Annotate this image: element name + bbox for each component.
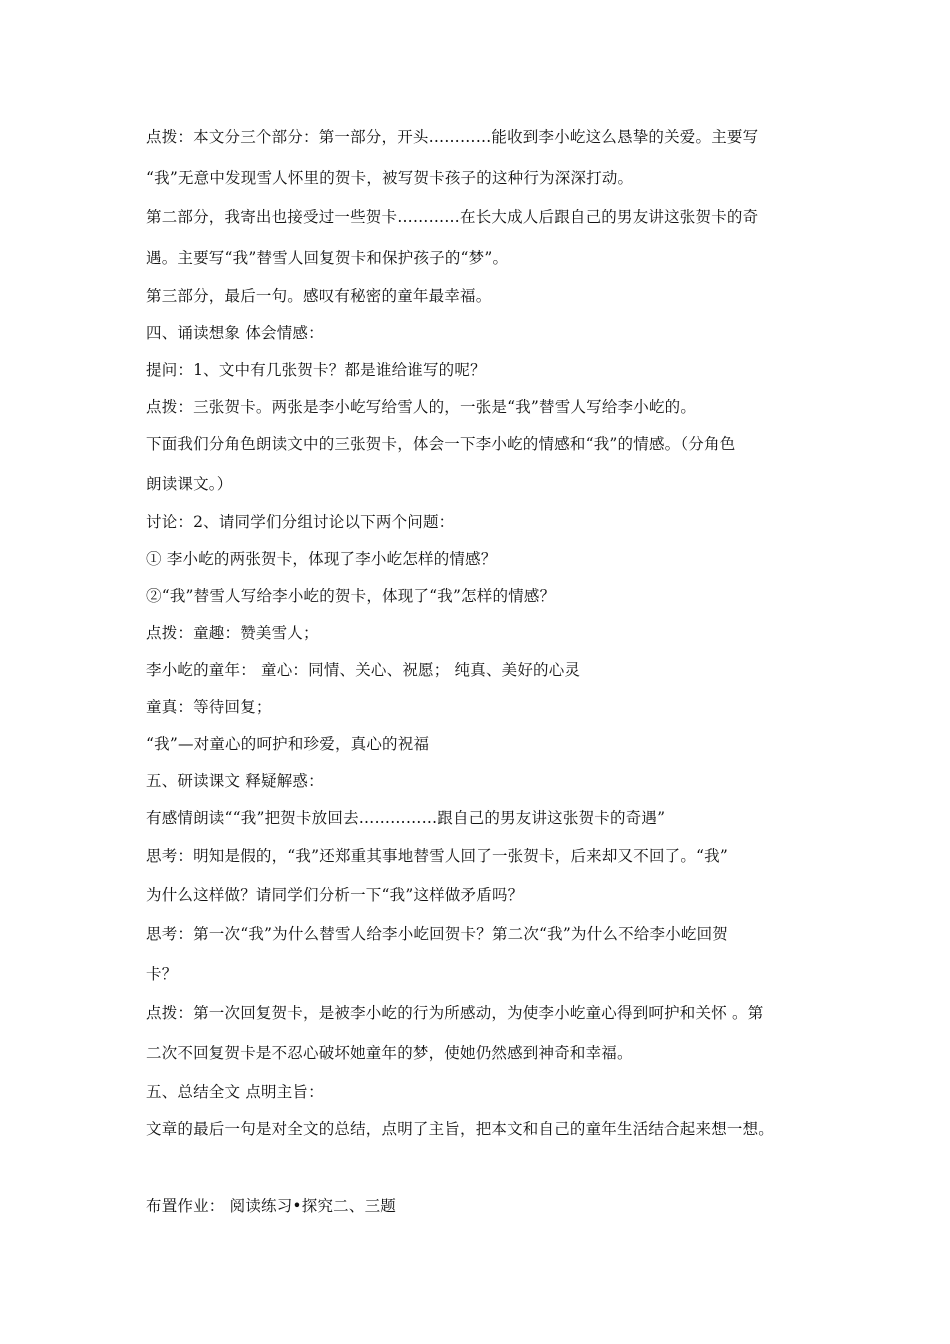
text-line: 文章的最后一句是对全文的总结，点明了主旨，把本文和自己的童年生活结合起来想一想。 xyxy=(146,1120,775,1138)
text-line: 第二部分，我寄出也接受过一些贺卡…………在长大成人后跟自己的男友讲这张贺卡的奇 xyxy=(146,208,759,226)
text-line: 点拨：第一次回复贺卡，是被李小屹的行为所感动，为使李小屹童心得到呵护和关怀 。第 xyxy=(146,1004,764,1022)
text-line: 有感情朗读““我”把贺卡放回去……………跟自己的男友讲这张贺卡的奇遇” xyxy=(146,809,666,827)
text-line: ②“我”替雪人写给李小屹的贺卡，体现了“我”怎样的情感？ xyxy=(146,587,556,605)
text-line: 下面我们分角色朗读文中的三张贺卡，体会一下李小屹的情感和“我”的情感。（分角色 xyxy=(146,435,736,453)
text-line: 为什么这样做？请同学们分析一下“我”这样做矛盾吗？ xyxy=(146,886,524,904)
text-line: 讨论：2、请同学们分组讨论以下两个问题： xyxy=(146,513,455,531)
section-heading: 五、研读课文 释疑解惑： xyxy=(146,772,324,790)
text-line: 朗读课文。） xyxy=(146,475,233,493)
text-line: 点拨：三张贺卡。两张是李小屹写给雪人的，一张是“我”替雪人写给李小屹的。 xyxy=(146,398,697,416)
text-line: 第三部分，最后一句。感叹有秘密的童年最幸福。 xyxy=(146,287,492,305)
text-line: 思考：第一次“我”为什么替雪人给李小屹回贺卡？第二次“我”为什么不给李小屹回贺 xyxy=(146,925,728,943)
text-line: ① 李小屹的两张贺卡，体现了李小屹怎样的情感？ xyxy=(146,550,497,568)
text-line: 点拨：童趣：赞美雪人； xyxy=(146,624,319,642)
text-line: “我”无意中发现雪人怀里的贺卡，被写贺卡孩子的这种行为深深打动。 xyxy=(146,169,634,187)
section-heading: 四、诵读想象 体会情感： xyxy=(146,324,324,342)
text-line: 卡？ xyxy=(146,965,178,983)
text-line: 遇。主要写“我”替雪人回复贺卡和保护孩子的“梦”。 xyxy=(146,249,509,267)
text-line: 点拨：本文分三个部分：第一部分，开头…………能收到李小屹这么恳挚的关爱。主要写 xyxy=(146,128,759,146)
text-line: 思考：明知是假的，“我”还郑重其事地替雪人回了一张贺卡，后来却又不回了。“我” xyxy=(146,847,728,865)
text-line: 童真：等待回复； xyxy=(146,698,272,716)
text-line: 二次不回复贺卡是不忍心破坏她童年的梦，使她仍然感到神奇和幸福。 xyxy=(146,1044,633,1062)
section-heading: 五、总结全文 点明主旨： xyxy=(146,1083,324,1101)
text-line: 李小屹的童年： 童心：同情、关心、祝愿； 纯真、美好的心灵 xyxy=(146,661,581,679)
text-line: “我”—对童心的呵护和珍爱，真心的祝福 xyxy=(146,735,430,753)
homework-line: 布置作业： 阅读练习•探究二、三题 xyxy=(146,1197,396,1215)
text-line: 提问：1、文中有几张贺卡？都是谁给谁写的呢？ xyxy=(146,361,486,379)
